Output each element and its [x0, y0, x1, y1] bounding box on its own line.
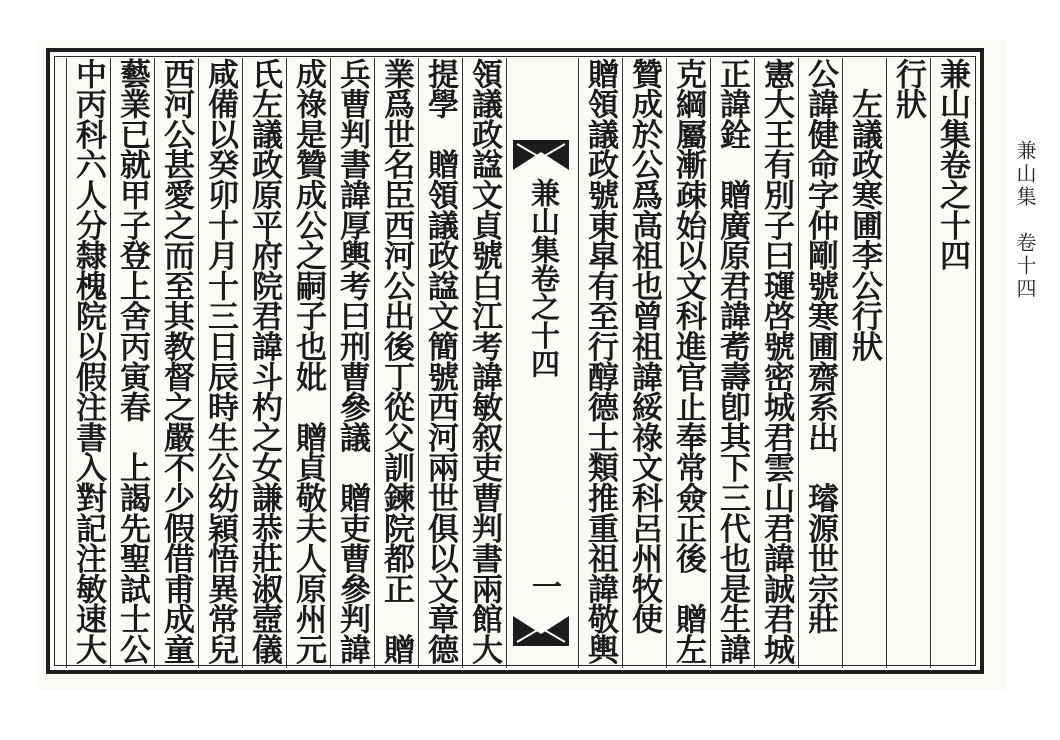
- text-column: 氏左議政原平府院君諱斗杓之女謙恭莊淑壼儀: [242, 58, 286, 668]
- text-column: 藝業已就甲子登上舍丙寅春 上謁先聖試士公: [110, 58, 154, 668]
- margin-running-title: 兼山集 卷十四: [1013, 140, 1037, 301]
- genre-heading: 行狀: [886, 58, 930, 668]
- center-fold: [506, 58, 578, 668]
- collection-volume-heading: 兼山集卷之十四: [930, 58, 974, 668]
- text-column: 業爲世名臣西河公出後丁從父訓鍊院都正 贈: [374, 58, 418, 668]
- page-number: 一: [526, 571, 561, 601]
- text-column: 正諱銓 贈廣原君諱耉壽卽其下三代也是生諱: [710, 58, 754, 668]
- fishtail-mark-bottom: [511, 614, 571, 648]
- essay-title: 左議政寒圃李公行狀: [842, 58, 886, 668]
- text-column: 西河公甚愛之而至其教督之嚴不少假借甫成童: [154, 58, 198, 668]
- text-column: 兵曹判書諱厚輿考曰刑曹參議 贈吏曹參判諱: [330, 58, 374, 668]
- fishtail-mark-top: [511, 138, 571, 172]
- fold-title: 兼山集卷之十四: [527, 178, 561, 378]
- text-column: 領議政諡文貞號白江考諱敏叙吏曹判書兩館大: [462, 58, 506, 668]
- text-column: 咸備以癸卯十月十三日辰時生公幼穎悟異常兒: [198, 58, 242, 668]
- text-column: 提學 贈領議政諡文簡號西河兩世俱以文章德: [418, 58, 462, 668]
- text-column: 贈領議政號東皐有至行醇德士類推重祖諱敬輿: [578, 58, 622, 668]
- text-column: 成祿是贊成公之嗣子也妣 贈貞敬夫人原州元: [286, 58, 330, 668]
- text-column: 憲大王有別子曰璭啓號密城君雲山君諱誠君城: [754, 58, 798, 668]
- text-column: 公諱健命字仲剛號寒圃齋系出 璿源世宗莊: [798, 58, 842, 668]
- text-column: 中丙科六人分隸槐院以假注書入對記注敏速大: [66, 58, 110, 668]
- text-column: 克綱屬漸疎始以文科進官止奉常僉正後 贈左: [666, 58, 710, 668]
- text-column: 贊成於公爲高祖也曾祖諱綏祿文科呂州牧使: [622, 58, 666, 668]
